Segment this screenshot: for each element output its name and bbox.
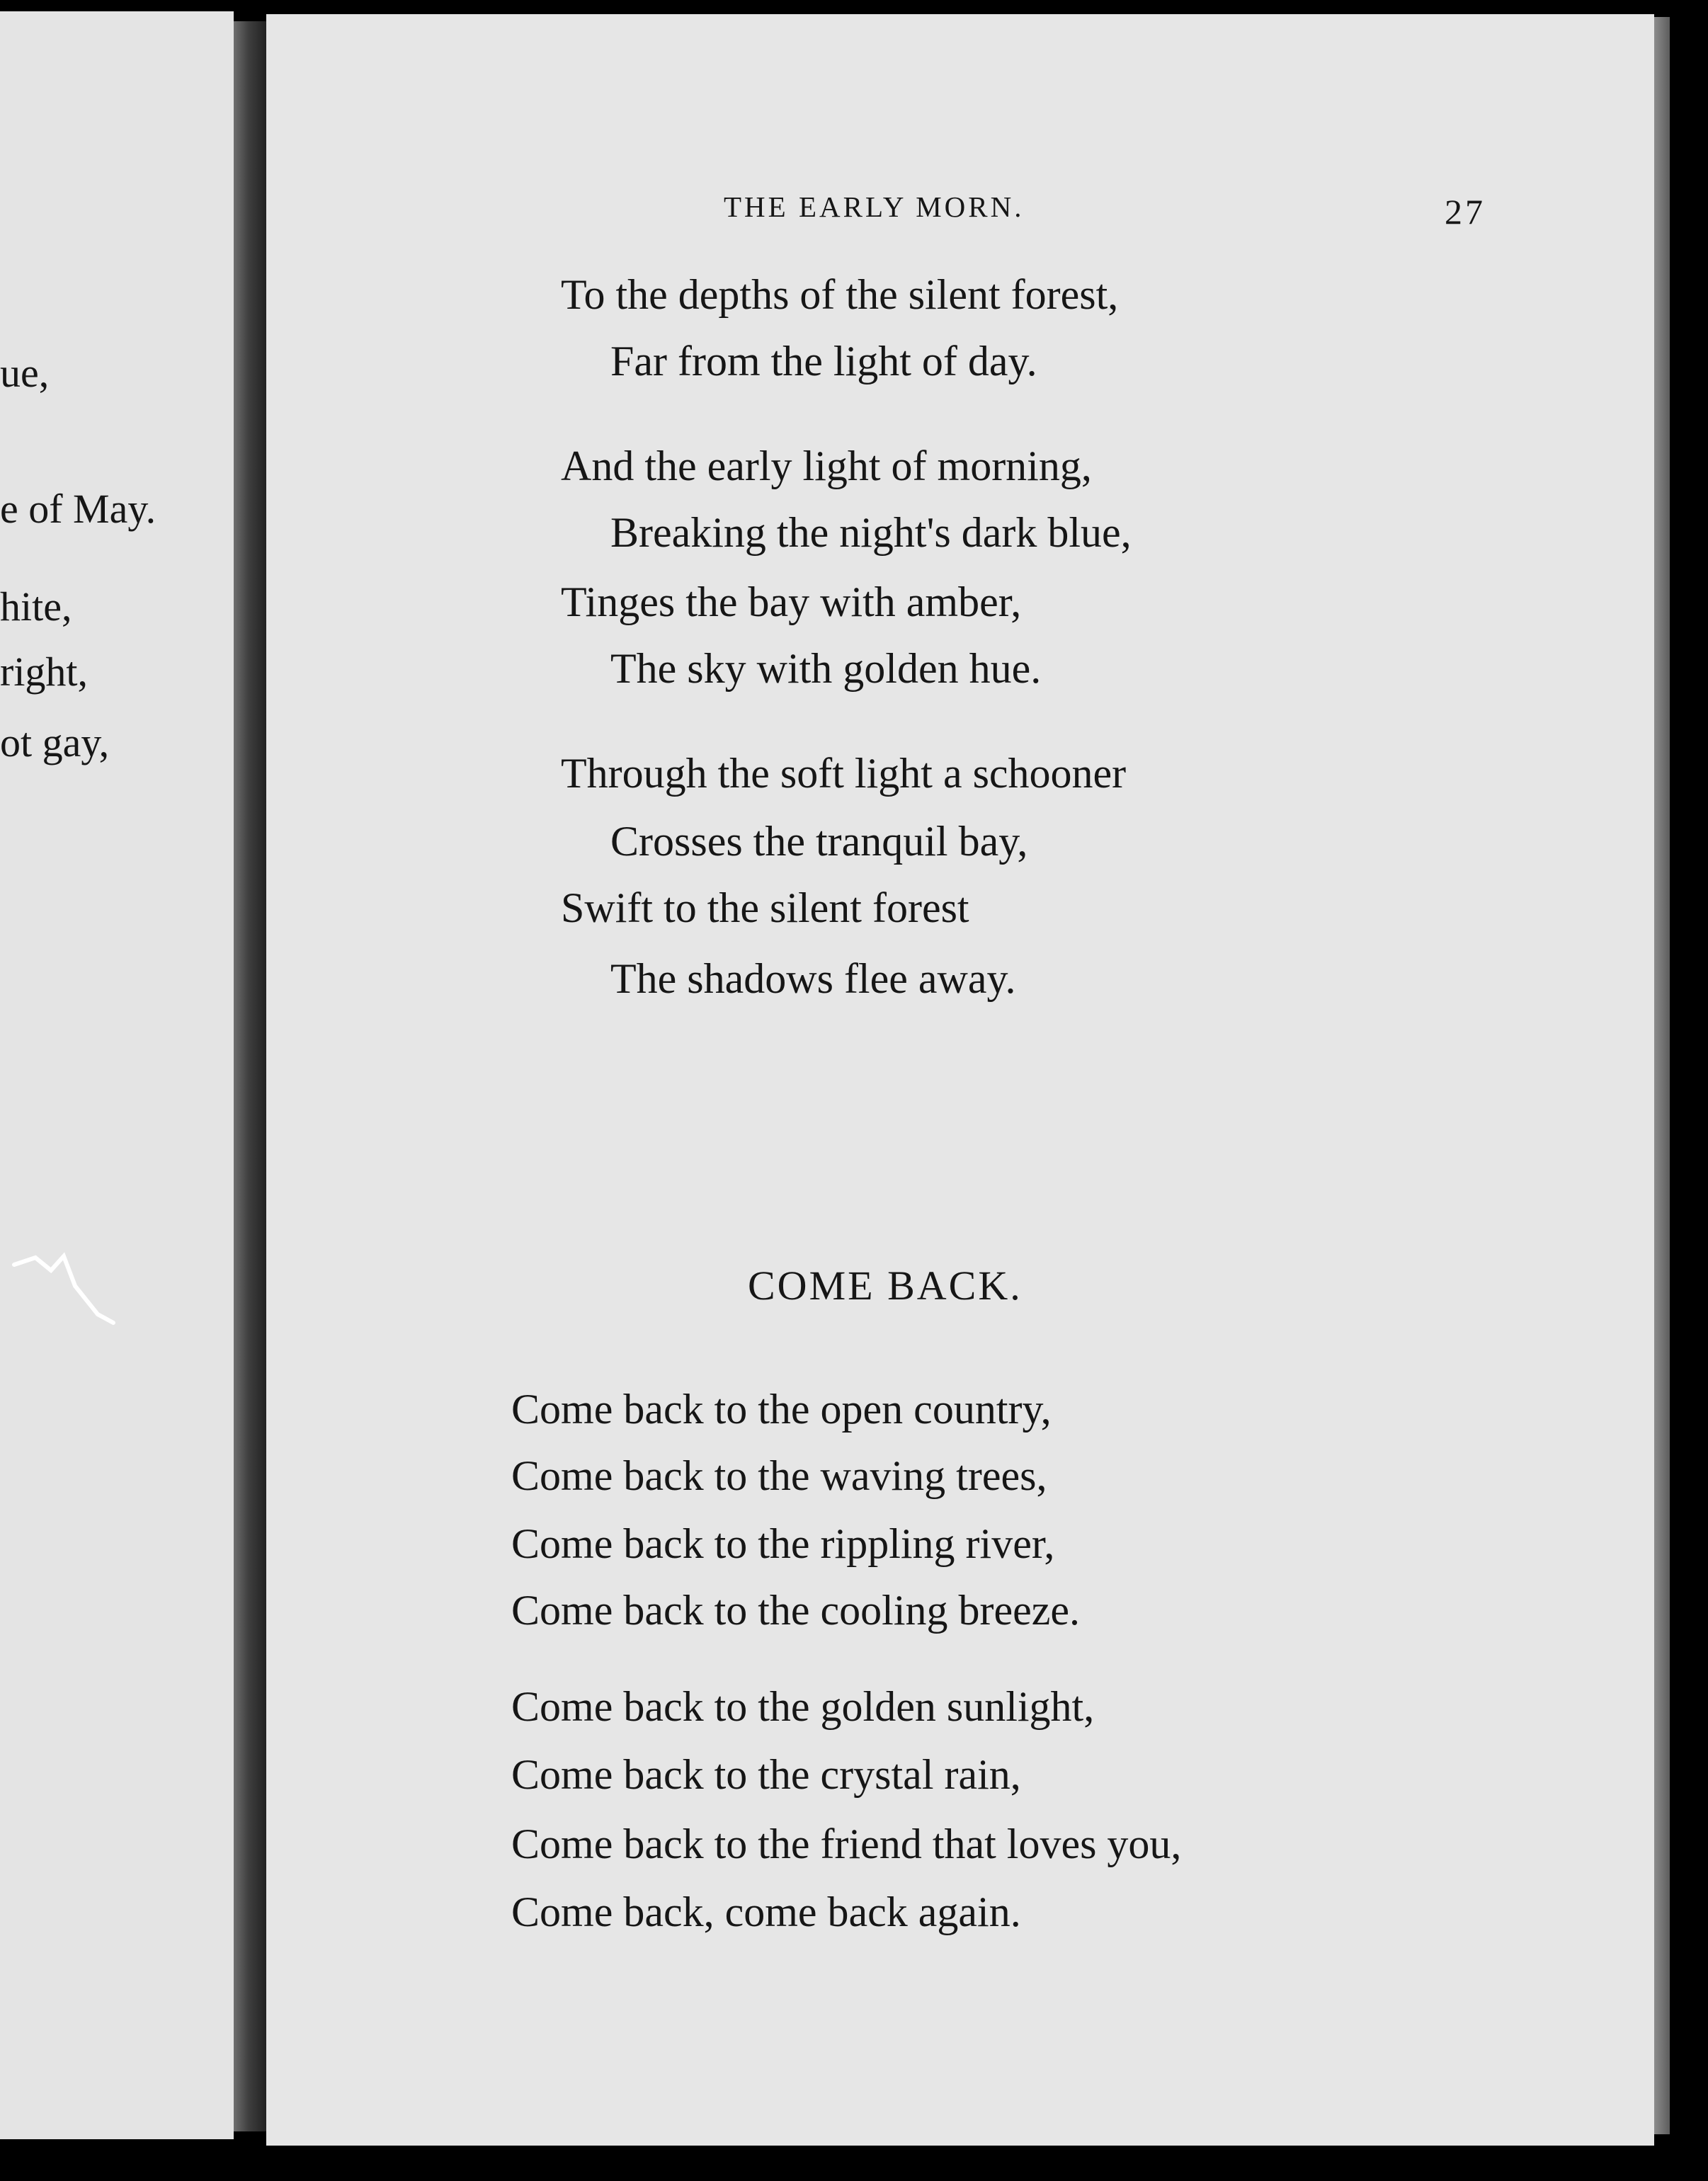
left-page-fragment: hite, — [0, 583, 72, 630]
page-edge — [1654, 17, 1670, 2134]
poem-line: The sky with golden hue. — [610, 645, 1042, 692]
poem-line: Come back to the open country, — [511, 1386, 1052, 1433]
poem-title: COME BACK. — [748, 1263, 1023, 1309]
left-page — [0, 11, 234, 2139]
running-head: THE EARLY MORN. — [724, 190, 1025, 223]
poem-line: Through the soft light a schooner — [561, 750, 1127, 797]
poem-line: Crosses the tranquil bay, — [610, 818, 1028, 865]
poem-line: Breaking the night's dark blue, — [610, 509, 1132, 556]
left-page-fragment: ue, — [0, 350, 50, 396]
poem-line: Come back to the cooling breeze. — [511, 1587, 1081, 1634]
left-page-fragment: right, — [0, 649, 89, 695]
poem-line: Come back, come back again. — [511, 1889, 1021, 1935]
poem-line: Come back to the golden sunlight, — [511, 1683, 1095, 1730]
left-page-fragment: ot gay, — [0, 719, 110, 765]
poem-line: The shadows flee away. — [610, 955, 1016, 1002]
poem-line: Come back to the rippling river, — [511, 1520, 1055, 1567]
left-page-fragment: e of May. — [0, 486, 156, 532]
poem-line: Come back to the waving trees, — [511, 1452, 1047, 1499]
poem-line: Come back to the friend that loves you, — [511, 1821, 1182, 1867]
paper-tear-mark — [7, 1243, 120, 1328]
poem-line: Far from the light of day. — [610, 338, 1037, 385]
poem-line: Come back to the crystal rain, — [511, 1751, 1021, 1798]
poem-line: To the depths of the silent forest, — [561, 271, 1119, 318]
poem-line: Tinges the bay with amber, — [561, 579, 1022, 625]
book-gutter — [234, 21, 266, 2131]
poem-line: And the early light of morning, — [561, 443, 1092, 489]
page-number: 27 — [1445, 192, 1486, 232]
poem-line: Swift to the silent forest — [561, 884, 969, 931]
